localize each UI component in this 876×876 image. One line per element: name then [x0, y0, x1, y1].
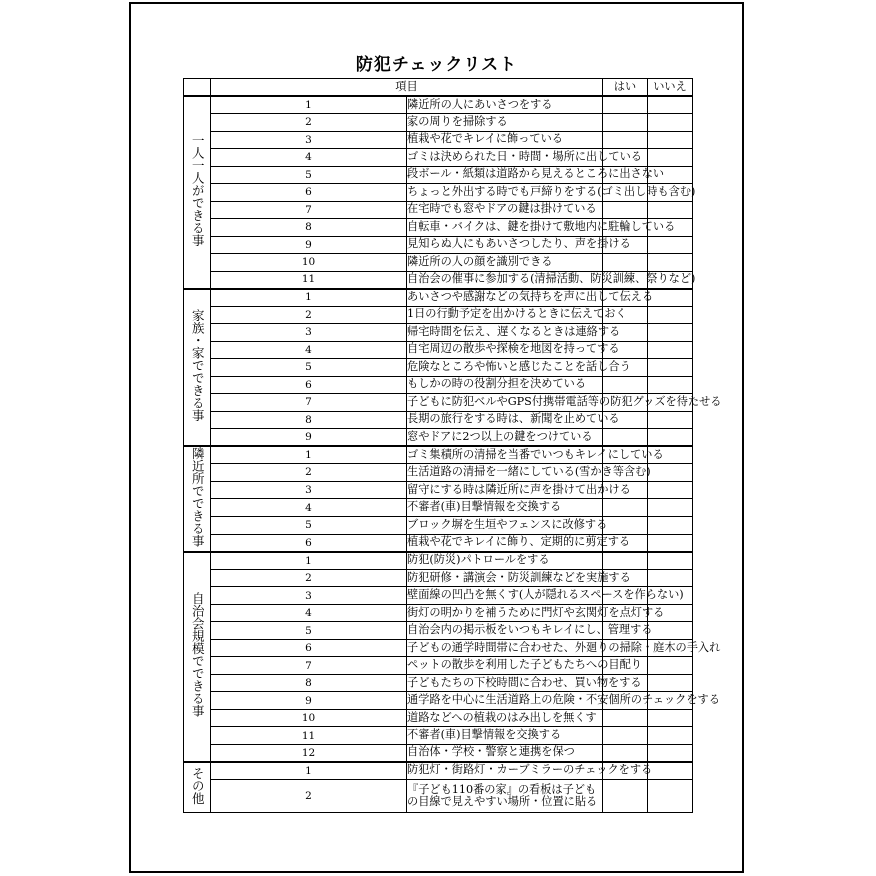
- item-text: ちょっと外出する時でも戸締りをする(ゴミ出し時も含む): [407, 184, 603, 202]
- yes-checkbox-cell[interactable]: [603, 96, 648, 114]
- checklist-row: [184, 499, 693, 517]
- no-checkbox-cell[interactable]: [648, 534, 693, 552]
- item-number: 6: [211, 534, 407, 552]
- item-text: 壁面線の凹凸を無くす(人が隠れるスペースを作らない): [407, 587, 603, 605]
- item-number: 1: [211, 289, 407, 307]
- no-checkbox-cell[interactable]: [648, 114, 693, 132]
- item-number: 11: [211, 271, 407, 289]
- item-text: 不審者(車)目撃情報を交換する: [407, 727, 603, 745]
- checklist-row: [184, 744, 693, 762]
- no-checkbox-cell[interactable]: [648, 779, 693, 812]
- checklist-row: [184, 219, 693, 237]
- item-number: 3: [211, 324, 407, 342]
- checklist-row: [184, 604, 693, 622]
- checklist-row: [184, 271, 693, 289]
- item-number: 7: [211, 657, 407, 675]
- item-number: 5: [211, 359, 407, 377]
- checklist-row: [184, 517, 693, 535]
- item-text: 子どもたちの下校時間に合わせ、買い物をする: [407, 674, 603, 692]
- category-label: [184, 446, 211, 552]
- item-number: 3: [211, 131, 407, 149]
- item-text: 見知らぬ人にもあいさつしたり、声を掛ける: [407, 236, 603, 254]
- item-text: 『子ども110番の家』の看板は子どもの目線で見えやすい場所・位置に貼る: [407, 779, 603, 812]
- checklist-row: [184, 622, 693, 640]
- no-checkbox-cell[interactable]: [648, 96, 693, 114]
- checklist-row: [184, 394, 693, 412]
- item-text: 子どもに防犯ベルやGPS付携帯電話等の防犯グッズを待たせる: [407, 394, 603, 412]
- checklist-row: [184, 692, 693, 710]
- no-checkbox-cell[interactable]: [648, 411, 693, 429]
- category-label: [184, 762, 211, 813]
- checklist-row: [184, 481, 693, 499]
- no-checkbox-cell[interactable]: [648, 622, 693, 640]
- item-number: 10: [211, 709, 407, 727]
- no-checkbox-cell[interactable]: [648, 149, 693, 167]
- item-text: 植栽や花でキレイに飾り、定期的に剪定する: [407, 534, 603, 552]
- yes-checkbox-cell[interactable]: [603, 429, 648, 447]
- item-text: ブロック塀を生垣やフェンスに改修する: [407, 517, 603, 535]
- checklist-row: [184, 779, 693, 812]
- no-checkbox-cell[interactable]: [648, 254, 693, 272]
- checklist-row: [184, 201, 693, 219]
- checklist-section: [184, 96, 696, 289]
- header-yes: はい: [603, 79, 648, 97]
- no-checkbox-cell[interactable]: [648, 131, 693, 149]
- category-text: 一人一人ができる事: [190, 134, 206, 247]
- no-checkbox-cell[interactable]: [648, 359, 693, 377]
- no-checkbox-cell[interactable]: [648, 464, 693, 482]
- checklist-row: [184, 376, 693, 394]
- category-text: その他: [190, 766, 206, 805]
- item-number: 1: [211, 446, 407, 464]
- item-text: 通学路を中心に生活道路上の危険・不安個所のチェックをする: [407, 692, 603, 710]
- yes-checkbox-cell[interactable]: [603, 114, 648, 132]
- checklist-row: [184, 534, 693, 552]
- yes-checkbox-cell[interactable]: [603, 744, 648, 762]
- item-number: 3: [211, 587, 407, 605]
- no-checkbox-cell[interactable]: [648, 744, 693, 762]
- item-text: 子どもの通学時間帯に合わせた、外廻りの掃除・庭木の手入れ: [407, 639, 603, 657]
- item-number: 4: [211, 149, 407, 167]
- category-text: 自治会規模でできる事: [190, 592, 206, 718]
- checklist-row: [184, 657, 693, 675]
- item-number: 8: [211, 411, 407, 429]
- item-number: 6: [211, 639, 407, 657]
- checklist-row: [184, 639, 693, 657]
- item-text: 植栽や花でキレイに飾っている: [407, 131, 603, 149]
- item-text: 家の周りを掃除する: [407, 114, 603, 132]
- item-text: 自転車・バイクは、鍵を掛けて敷地内に駐輪している: [407, 219, 603, 237]
- yes-checkbox-cell[interactable]: [603, 517, 648, 535]
- item-text: 在宅時でも窓やドアの鍵は掛けている: [407, 201, 603, 219]
- item-text: 防犯灯・街路灯・カーブミラーのチェックをする: [407, 762, 603, 780]
- item-text: 危険なところや怖いと感じたことを話し合う: [407, 359, 603, 377]
- item-text: あいさつや感謝などの気持ちを声に出して伝える: [407, 289, 603, 307]
- item-text: 隣近所の人の顔を識別できる: [407, 254, 603, 272]
- item-text: 防犯(防災)パトロールをする: [407, 552, 603, 570]
- checklist-row: [184, 674, 693, 692]
- checklist-row: [184, 149, 693, 167]
- checklist-row: [184, 289, 693, 307]
- no-checkbox-cell[interactable]: [648, 236, 693, 254]
- no-checkbox-cell[interactable]: [648, 324, 693, 342]
- no-checkbox-cell[interactable]: [648, 552, 693, 570]
- item-number: 9: [211, 429, 407, 447]
- item-text: 防犯研修・講演会・防災訓練などを実施する: [407, 569, 603, 587]
- yes-checkbox-cell[interactable]: [603, 709, 648, 727]
- yes-checkbox-cell[interactable]: [603, 779, 648, 812]
- item-text: 窓やドアに2つ以上の鍵をつけている: [407, 429, 603, 447]
- checklist-row: [184, 131, 693, 149]
- checklist-row: [184, 727, 693, 745]
- checklist-row: [184, 709, 693, 727]
- yes-checkbox-cell[interactable]: [603, 552, 648, 570]
- checklist-row: [184, 359, 693, 377]
- item-number: 8: [211, 219, 407, 237]
- item-number: 5: [211, 166, 407, 184]
- item-number: 7: [211, 394, 407, 412]
- item-text: 生活道路の清掃を一緒にしている(雪かき等含む): [407, 464, 603, 482]
- item-text: ゴミ集積所の清掃を当番でいつもキレイにしている: [407, 446, 603, 464]
- item-number: 12: [211, 744, 407, 762]
- no-checkbox-cell[interactable]: [648, 341, 693, 359]
- item-text: もしかの時の役割分担を決めている: [407, 376, 603, 394]
- item-number: 9: [211, 236, 407, 254]
- no-checkbox-cell[interactable]: [648, 289, 693, 307]
- item-number: 6: [211, 376, 407, 394]
- no-checkbox-cell[interactable]: [648, 376, 693, 394]
- category-text: 家族・家でできる事: [190, 309, 206, 422]
- yes-checkbox-cell[interactable]: [603, 131, 648, 149]
- item-text: 道路などへの植栽のはみ出しを無くす: [407, 709, 603, 727]
- header-blank: [184, 79, 211, 97]
- item-text: 自治会内の掲示板をいつもキレイにし、管理する: [407, 622, 603, 640]
- yes-checkbox-cell[interactable]: [603, 499, 648, 517]
- header-item: 項目: [211, 79, 603, 97]
- item-number: 4: [211, 499, 407, 517]
- item-number: 7: [211, 201, 407, 219]
- item-number: 9: [211, 692, 407, 710]
- checklist-row: [184, 166, 693, 184]
- category-text: 隣近所でできる事: [190, 447, 206, 547]
- no-checkbox-cell[interactable]: [648, 306, 693, 324]
- no-checkbox-cell[interactable]: [648, 481, 693, 499]
- checklist-row: [184, 324, 693, 342]
- checklist-section: [184, 762, 693, 813]
- item-text: 帰宅時間を伝え、遅くなるときは連絡する: [407, 324, 603, 342]
- item-number: 1: [211, 552, 407, 570]
- item-text: 自治体・学校・警察と連携を保つ: [407, 744, 603, 762]
- item-text: 街灯の明かりを補うために門灯や玄関灯を点灯する: [407, 604, 603, 622]
- item-number: 1: [211, 96, 407, 114]
- item-text: 不審者(車)目撃情報を交換する: [407, 499, 603, 517]
- checklist-section: [184, 446, 693, 552]
- item-text: 自宅周辺の散歩や探検を地図を持ってする: [407, 341, 603, 359]
- item-number: 6: [211, 184, 407, 202]
- item-number: 3: [211, 481, 407, 499]
- no-checkbox-cell[interactable]: [648, 569, 693, 587]
- checklist-section: [184, 289, 722, 447]
- checklist-row: [184, 254, 693, 272]
- item-number: 5: [211, 622, 407, 640]
- checklist-row: [184, 236, 693, 254]
- category-label: [184, 96, 211, 289]
- item-number: 2: [211, 306, 407, 324]
- checklist-row: [184, 96, 693, 114]
- item-number: 2: [211, 114, 407, 132]
- checklist-row: [184, 114, 693, 132]
- item-number: 11: [211, 727, 407, 745]
- checklist-row: [184, 411, 693, 429]
- item-text: 自治会の催事に参加する(清掃活動、防災訓練、祭りなど): [407, 271, 603, 289]
- item-number: 1: [211, 762, 407, 780]
- checklist-row: [184, 184, 693, 202]
- item-number: 8: [211, 674, 407, 692]
- yes-checkbox-cell[interactable]: [603, 727, 648, 745]
- yes-checkbox-cell[interactable]: [603, 376, 648, 394]
- no-checkbox-cell[interactable]: [648, 674, 693, 692]
- checklist-table: [183, 78, 722, 813]
- checklist-row: [184, 306, 693, 324]
- checklist-row: [184, 341, 693, 359]
- no-checkbox-cell[interactable]: [648, 657, 693, 675]
- checklist-row: [184, 446, 693, 464]
- item-number: 4: [211, 341, 407, 359]
- yes-checkbox-cell[interactable]: [603, 254, 648, 272]
- checklist-row: [184, 429, 693, 447]
- no-checkbox-cell[interactable]: [648, 517, 693, 535]
- checklist-section: [184, 552, 721, 762]
- item-number: 2: [211, 464, 407, 482]
- item-text: 長期の旅行をする時は、新聞を止めている: [407, 411, 603, 429]
- header-no: いいえ: [648, 79, 693, 97]
- checklist-row: [184, 587, 693, 605]
- item-number: 4: [211, 604, 407, 622]
- item-text: 留守にする時は隣近所に声を掛けて出かける: [407, 481, 603, 499]
- item-text: ゴミは決められた日・時間・場所に出している: [407, 149, 603, 167]
- checklist-row: [184, 569, 693, 587]
- checklist-row: [184, 762, 693, 780]
- item-text: 段ボール・紙類は道路から見えるところに出さない: [407, 166, 603, 184]
- no-checkbox-cell[interactable]: [648, 201, 693, 219]
- no-checkbox-cell[interactable]: [648, 429, 693, 447]
- no-checkbox-cell[interactable]: [648, 709, 693, 727]
- page-title: 防犯チェックリスト: [355, 55, 518, 75]
- item-number: 5: [211, 517, 407, 535]
- category-label: [184, 552, 211, 762]
- no-checkbox-cell[interactable]: [648, 499, 693, 517]
- yes-checkbox-cell[interactable]: [603, 201, 648, 219]
- no-checkbox-cell[interactable]: [648, 727, 693, 745]
- no-checkbox-cell[interactable]: [648, 762, 693, 780]
- category-label: [184, 289, 211, 447]
- item-number: 2: [211, 569, 407, 587]
- item-text: 隣近所の人にあいさつをする: [407, 96, 603, 114]
- item-text: ペットの散歩を利用した子どもたちへの目配り: [407, 657, 603, 675]
- item-number: 2: [211, 779, 407, 812]
- checklist-row: [184, 464, 693, 482]
- checklist-row: [184, 552, 693, 570]
- item-number: 10: [211, 254, 407, 272]
- item-text: 1日の行動予定を出かけるときに伝えておく: [407, 306, 603, 324]
